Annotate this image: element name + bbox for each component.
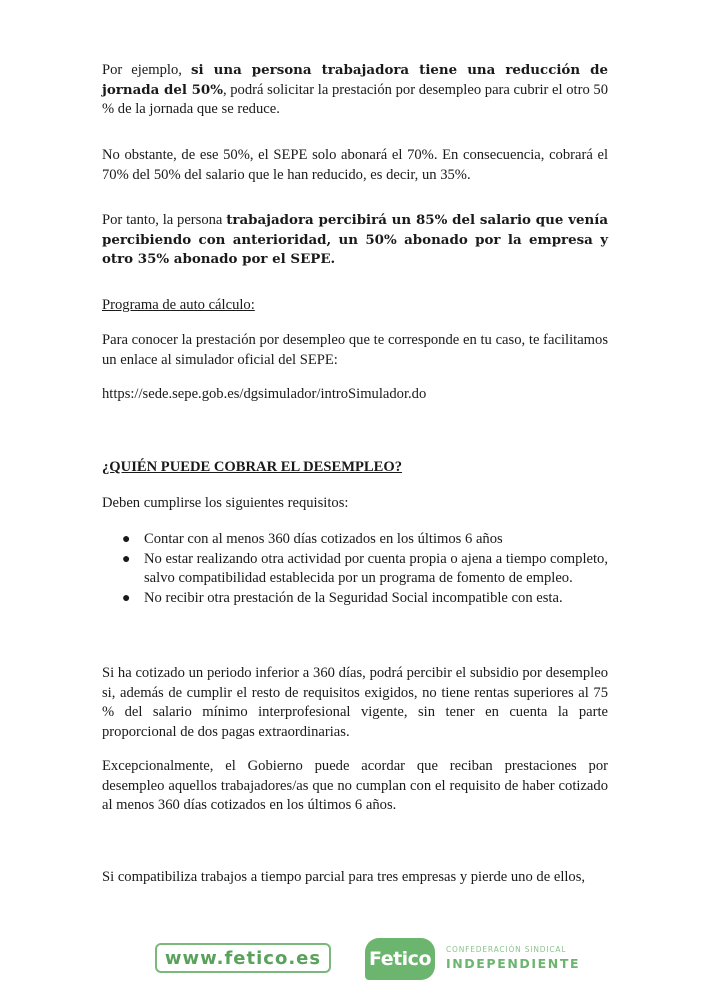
footer [0, 935, 708, 985]
confederation-label: CONFEDERACIÓN SINDICAL [446, 945, 567, 954]
website-link[interactable]: www.fetico.es [155, 943, 331, 973]
paragraph-reduction-example: Por ejemplo, si una persona trabajadora tiene una reducción de jornada del 50%, podrá solicitar la prestación por desempleo para cubrir el otro 50 % de la jornada que se reduce. [102, 62, 608, 118]
paragraph-requirements-intro: Deben cumplirse los siguientes requisitos: [102, 495, 349, 511]
simulator-link[interactable]: https://sede.sepe.gob.es/dgsimulador/introSimulador.do [102, 386, 427, 402]
paragraph-exception: Excepcionalmente, el Gobierno puede acordar que reciban prestaciones por desempleo aquellos trabajadores/as que no cumplan con el requisito de haber cotizado al menos 360 días cotizados en los últimos 6 años. [102, 758, 608, 814]
list-item: ● No estar realizando otra actividad por cuenta propia o ajena a tiempo completo, salvo compatibilidad establecida por un programa de fomento de empleo. [122, 550, 608, 587]
bullet-icon: ● [122, 532, 131, 547]
paragraph-sepe-payment: No obstante, de ese 50%, el SEPE solo abonará el 70%. En consecuencia, cobrará el 70% del 50% del salario que le han reducido, es decir, un 35%. [102, 147, 608, 183]
list-item: ● No recibir otra prestación de la Seguridad Social incompatible con esta. [102, 589, 608, 609]
paragraph-simulator-intro: Para conocer la prestación por desempleo que te corresponde en tu caso, te facilitamos un enlace al simulador oficial del SEPE: [102, 332, 608, 368]
paragraph-part-time: Si compatibiliza trabajos a tiempo parcial para tres empresas y pierde uno de ellos, [102, 869, 586, 885]
bullet-icon: ● [122, 590, 131, 606]
list-item: ● Contar con al menos 360 días cotizados en los últimos 6 años [102, 530, 608, 550]
requirements-list [102, 530, 608, 608]
section-heading: ¿QUIÉN PUEDE COBRAR EL DESEMPLEO? [102, 459, 403, 475]
bullet-icon: ● [122, 551, 131, 567]
independent-label: INDEPENDIENTE [446, 956, 581, 971]
calculator-heading: Programa de auto cálculo: [102, 297, 255, 313]
paragraph-subsidy: Si ha cotizado un periodo inferior a 360 días, podrá percibir el subsidio por desempleo si, además de cumplir el resto de requisitos exigidos, no tiene rentas superiores al 75 % del salario mínimo interprofesional vigente, sin tener en cuenta la parte proporcional de dos pagas extraordinarias. [102, 665, 608, 740]
fetico-logo: Fetico [365, 938, 435, 980]
paragraph-total-salary: Por tanto, la persona trabajadora percibirá un 85% del salario que venía percibiendo con anterioridad, un 50% abonado por la empresa y otro 35% abonado por el SEPE. [102, 212, 608, 268]
